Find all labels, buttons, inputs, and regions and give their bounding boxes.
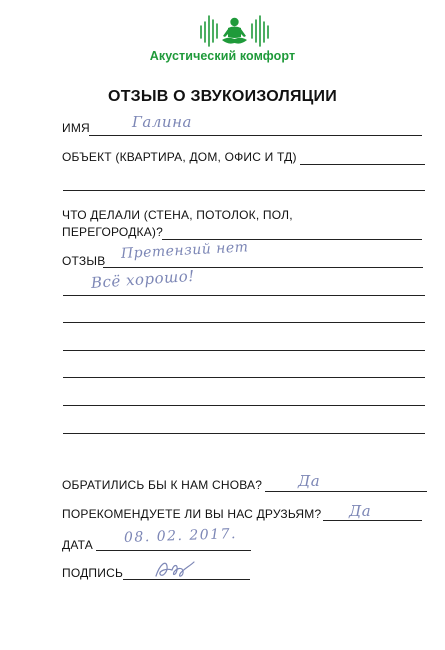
review-line-6[interactable] xyxy=(63,405,425,406)
review-line-2[interactable] xyxy=(63,295,425,296)
recommend-handwritten-value: Да xyxy=(349,502,372,520)
date-field-line[interactable] xyxy=(96,550,251,551)
return-label: ОБРАТИЛИСЬ БЫ К НАМ СНОВА? xyxy=(62,478,263,492)
object-label: ОБЪЕКТ (КВАРТИРА, ДОМ, ОФИС И ТД) xyxy=(62,150,297,164)
recommend-label: ПОРЕКОМЕНДУЕТЕ ЛИ ВЫ НАС ДРУЗЬЯМ? xyxy=(62,507,322,521)
review-handwritten-line2: Всё хорошо! xyxy=(90,266,196,292)
name-label: ИМЯ xyxy=(62,121,90,135)
review-label: ОТЗЫВ xyxy=(62,254,106,268)
date-handwritten-value: 08. 02. 2017. xyxy=(123,526,238,546)
brand-name: Акустический комфорт xyxy=(149,49,296,63)
name-handwritten-value: Галина xyxy=(132,113,192,131)
form-title: ОТЗЫВ О ЗВУКОИЗОЛЯЦИИ xyxy=(108,88,337,105)
review-handwritten-line1: Претензий нет xyxy=(120,239,249,262)
return-field-line[interactable] xyxy=(265,491,427,492)
review-line-4[interactable] xyxy=(63,350,425,351)
date-label: ДАТА xyxy=(62,538,93,552)
name-field-line[interactable] xyxy=(89,135,422,136)
review-line-5[interactable] xyxy=(63,377,425,378)
review-line-7[interactable] xyxy=(63,433,425,434)
work-label-line2: ПЕРЕГОРОДКА)? xyxy=(62,225,163,239)
object-field-line-2[interactable] xyxy=(63,190,425,191)
handwritten-signature xyxy=(150,556,210,582)
return-handwritten-value: Да xyxy=(298,472,321,490)
object-field-line[interactable] xyxy=(300,164,425,165)
work-field-line[interactable] xyxy=(162,239,422,240)
signature-label: ПОДПИСЬ xyxy=(62,566,124,580)
recommend-field-line[interactable] xyxy=(323,520,422,521)
review-line-1[interactable] xyxy=(103,267,423,268)
review-line-3[interactable] xyxy=(63,322,425,323)
work-label-line1: ЧТО ДЕЛАЛИ (СТЕНА, ПОТОЛОК, ПОЛ, xyxy=(62,208,293,222)
